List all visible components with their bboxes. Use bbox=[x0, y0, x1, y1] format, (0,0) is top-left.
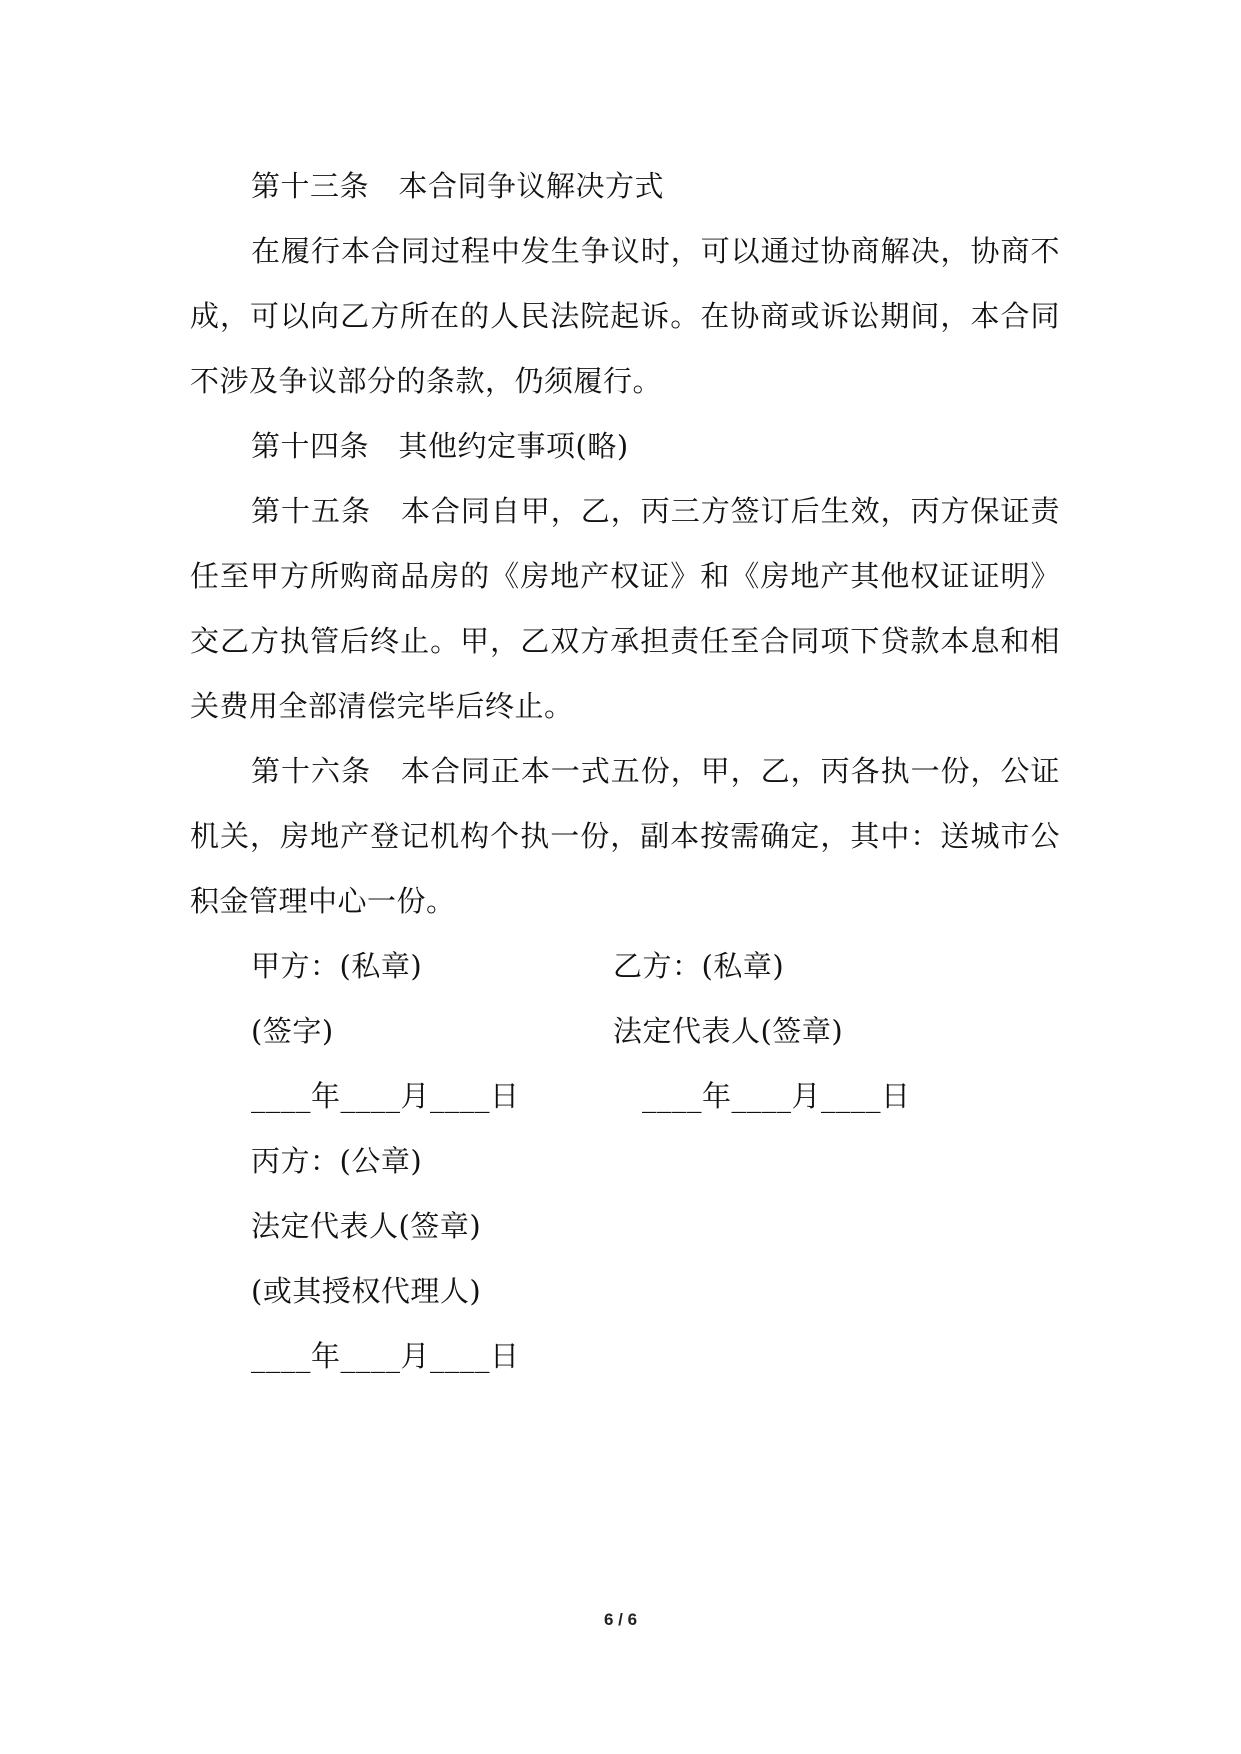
party-c-agent: (或其授权代理人) bbox=[251, 1274, 482, 1308]
party-a-sign: (签字) bbox=[251, 1014, 334, 1048]
article-13-body: 在履行本合同过程中发生争议时，可以通过协商解决，协商不成，可以向乙方所在的人民法院起诉。在协商或诉讼期间，本合同不涉及争议部分的条款，仍须履行。 bbox=[190, 234, 1060, 398]
party-b-representative: 法定代表人(签章) bbox=[613, 1014, 844, 1048]
article-16: 第十六条 本合同正本一式五份，甲，乙，丙各执一份，公证机关，房地产登记机构个执一份，副本按需确定，其中：送城市公积金管理中心一份。 bbox=[190, 754, 1060, 918]
party-c-rep-row bbox=[190, 1194, 1060, 1259]
article-13-title: 第十三条 本合同争议解决方式 bbox=[251, 169, 665, 203]
article-14: 第十四条 其他约定事项(略) bbox=[251, 429, 629, 463]
party-c-date: ____年____月____日 bbox=[251, 1339, 520, 1373]
article-15: 第十五条 本合同自甲，乙，丙三方签订后生效，丙方保证责任至甲方所购商品房的《房地产权证》和《房地产其他权证证明》交乙方执管后终止。甲，乙双方承担责任至合同项下贷款本息和相关费用全部清偿完毕后终止。 bbox=[190, 494, 1060, 723]
signature-row-sign bbox=[190, 999, 1060, 1064]
party-b-label: 乙方：(私章) bbox=[613, 949, 785, 983]
party-b-date: ____年____月____日 bbox=[642, 1079, 911, 1113]
signature-row-labels bbox=[190, 934, 1060, 999]
party-c-representative: 法定代表人(签章) bbox=[251, 1209, 482, 1243]
page-number: 6 / 6 bbox=[603, 1610, 638, 1629]
party-a-date: ____年____月____日 bbox=[251, 1079, 520, 1113]
party-c-agent-row bbox=[190, 1259, 1060, 1324]
document-body bbox=[190, 154, 1060, 1389]
signature-row-dates bbox=[190, 1064, 1060, 1129]
party-c-label-row bbox=[190, 1129, 1060, 1194]
party-c-date-row bbox=[190, 1324, 1060, 1389]
party-c-label: 丙方：(公章) bbox=[251, 1144, 423, 1178]
party-a-label: 甲方：(私章) bbox=[251, 949, 423, 983]
